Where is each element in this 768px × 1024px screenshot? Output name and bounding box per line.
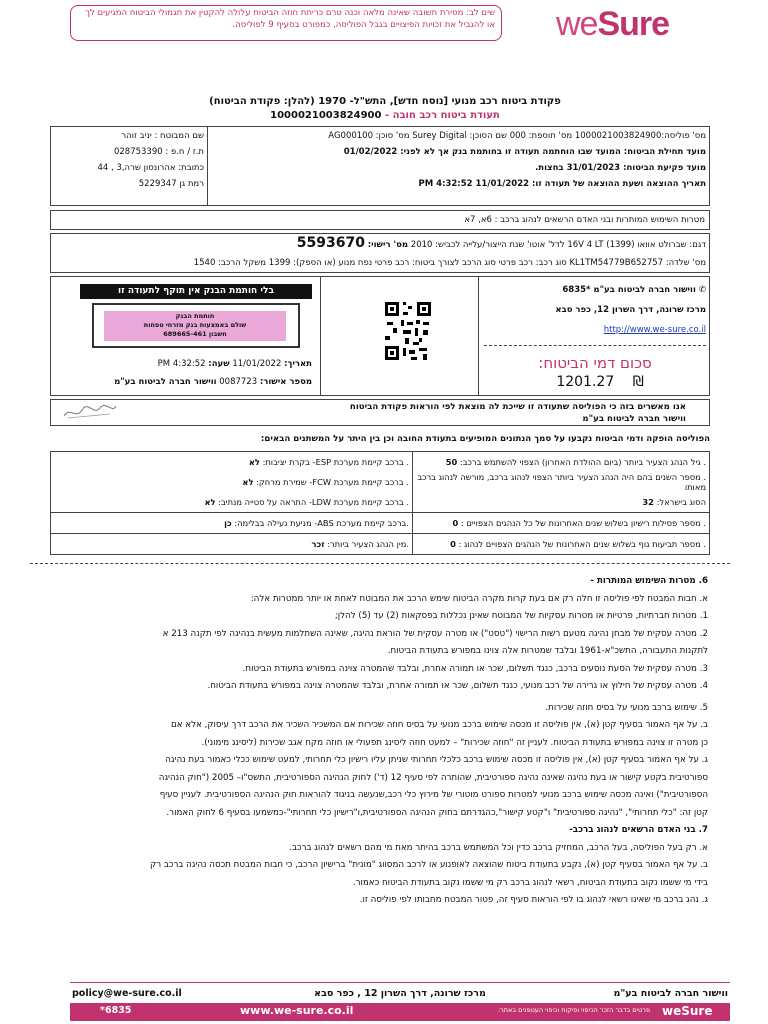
vehicle-model-row — [54, 235, 706, 253]
registration-label: מס' רישוי: — [367, 240, 409, 250]
bank-time-value: PM 4:32:52 — [157, 359, 206, 369]
vehicle-model: דגם: שברולט אוואו 16V 4 LT (1399) לדל' אוטו' שנת הייצור/עלייה לכביש: 2010 — [410, 240, 706, 250]
section-6-a2a: 2. מטרה עסקית של מבחן נהיגה מטעם רשות הרישוי ("טסט") או מטרה עסקית של הוראת נהיגה, שאינה השתלמות מעשית בנהיגה לפי תקנה 213 א — [162, 628, 708, 639]
phone-icon: ✆ — [698, 285, 706, 295]
insured-id: ת.ז / ח.פ : 028753390 — [113, 147, 204, 157]
approval-label: מספר אישור: — [259, 377, 312, 387]
certificate-number: 1000021003824900 — [270, 110, 382, 121]
registration-number: 5593670 — [296, 235, 365, 251]
company-address: מרכז שרונה, דרך השרון 12, כפר סבא — [555, 305, 706, 315]
bank-stamp-bank: שולם באמצעות בנק מזרחי טפחות — [143, 321, 247, 329]
section-6-a1: 1. מטרות חברתיות, פרטיות או מטרות עסקיות של המבוטח שאינן נכללות בפסקאות (2) עד (5) להלן; — [334, 611, 708, 621]
policy-issue-row: תאריך ההוצאה ושעת ההוצאה של תעודה זו: 11/01/2022 PM 4:32:52 — [418, 179, 706, 189]
section-6-b1: ב. על אף האמור בסעיף קטן (א), אין פוליסה זו מכסה שימוש ברכב מנועי על בסיס חוזה שכירות אם המשכיר השכיר את הרכב דרך עיסוק, אלא אם — [170, 720, 708, 730]
insured-details — [54, 128, 204, 192]
company-name-phone: ✆ ווישור חברה לביטוח בע"מ *6835 — [562, 285, 706, 295]
footer-strip-text: פרטים בדבר הזכר הכיסוי ופיקוח וכיפוי העטפנים באתר: — [497, 1006, 650, 1014]
parameters-row: . מספר השנים בהם היה הנהג הצעיר ביותר הצפוי לנהוג ברכב, מורשה לנהוג ברכב מאותו . ברכב קיימת מערכת FCW- שמירת מרחק: לא — [51, 472, 710, 492]
confirmation-line-1: אנו מאשרים בזה כי הפוליסה שתעודה זו שייכת לה מוצאת לפי הוראות פקודת הביטוח — [349, 402, 686, 412]
premium-value: 1201.27 — [556, 374, 615, 390]
footer-website[interactable]: www.we-sure.co.il — [240, 1004, 354, 1017]
section-6-c1: ג. על אף האמור בסעיף קטן (א), אין פוליסה זו מכסה שימוש ברכב כלכלי תחרותי שניתן עליו רישיון כלי תחרותי, למעט שימוש ככלי כאמור בעת נהיגה — [165, 755, 708, 765]
payment-divider-right — [478, 276, 479, 396]
section-7-title: 7. בני האדם הרשאים לנהוג ברכב- — [569, 825, 708, 835]
payment-divider-left — [320, 276, 321, 396]
document-title: פקודת ביטוח רכב מנועי [נוסח חדש], התש"ל- 1970 (להלן: פקודת הביטוח) — [209, 96, 561, 107]
footer-contact-row — [70, 986, 730, 1002]
section-6-a3: 3. מטרה עסקית של הסעת נוסעים ברכב, כנגד תשלום, שכר או תמורה אחרת, ובלבד שהמטרה צוינה במפורש בתעודת הביטוח. — [242, 663, 708, 674]
bank-stamp-warning: בלי חותמת הבנק אין תוקף לתעודה זו — [80, 284, 312, 299]
section-6-a4: 4. מטרה עסקית של חילוץ או גרירה של רכב מנועי, כנגד תשלום, שכר או תמורה אחרת, ובלבד שהמטרה צוינה במפורש בתעודת הביטוח. — [207, 681, 708, 691]
insured-address: כתובת: אהרונסון שרה,3 , 44 — [97, 163, 204, 173]
bank-stamp — [104, 311, 286, 341]
section-6-c4: קטן זה: "כלי תחרותי", "נהיגה ספורטיבית" ו"קטע קישור",כהגדרתם בחוק הנהיגה הספורטיבית,ו"רישיון כלי תחרותי"-כמשמעו בסעיף 6 לחוק האמור. — [166, 807, 708, 818]
footer-line — [70, 982, 730, 983]
parameters-row: . מספר פסילות רישיון בשלוש שנים האחרונות של כל הנהגים הצפויים : 0 .ברכב קיימת מערכת ABS- מניעת נעילה בבלימה: כן — [51, 513, 710, 534]
section-7-b1: ב. על אף האמור בסעיף קטן (א), נקבע בתעודת ביטוח שהוצאה לאופנוע או לרכב המסווג "מונית" ברישיון הרכב, כי חבות המבטח תכסה נהיגה ברכב רק — [150, 860, 708, 870]
confirmation-text — [130, 401, 686, 425]
policy-start-row: מועד תחילת הביטוח: המועד שבו הוחתמה תעודה זו בחותמת בנק אך לא לפני: 01/02/2022 — [343, 147, 706, 157]
footer-address: מרכז שרונה, דרך השרון 12 , כפר סבא — [314, 988, 486, 999]
wesure-logo: weSure — [556, 5, 670, 43]
section-7-c: ג. נהג ברכב מי שאינו רשאי לנהוג בו לפי הוראות סעיף זה, פטור המבטח מחבותו לפי פוליסה זו. — [359, 895, 708, 905]
policy-end-row: מועד פקיעת הביטוח: 31/01/2023 בחצות. — [535, 163, 706, 173]
certificate-title-label: תעודת ביטוח רכב חובה - — [384, 110, 500, 121]
insured-city: רמת גן 5229347 — [138, 179, 204, 189]
section-6-c3: הספורטיבית") ואינה מכסה שימוש ברכב מנועי למטרות ספורט מוטורי של מירוץ כלי רכב,שנעשה בניגוד להוראות חוק הנהיגה הספורטיבית. לעניין סעיף — [159, 790, 708, 800]
policy-number-row: מס' פוליסה:1000021003824900 מס' תוספת: 000 שם הסוכן: Surey Digital מס' סוכן: AG000100 — [328, 131, 706, 141]
section-7-a: א. רק בעל הפוליסה, בעל הרכב, המחזיק ברכב כדין וכל המשתמש ברכב בהיתר מאת מי מהם רשאים לנהוג ברכב. — [289, 842, 708, 853]
company-website-row — [484, 320, 706, 340]
footer-email[interactable]: policy@we-sure.co.il — [72, 988, 182, 999]
bank-stamp-account: חשבון 689665-461 — [163, 330, 227, 338]
section-6-title: 6. מטרות השימוש המותרות - — [590, 576, 708, 586]
parameters-row: הסוג בישראל: 32 . ברכב קיימת מערכת LDW- התראה על סטייה מנתיב: לא — [51, 492, 710, 513]
premium-divider — [484, 345, 706, 346]
footer-strip — [70, 1003, 730, 1021]
bank-date-value: 11/01/2022 — [232, 359, 282, 369]
premium-label: סכום דמי הביטוח: — [538, 354, 652, 372]
footer-phone: *6835 — [100, 1005, 132, 1016]
parameters-table — [50, 451, 710, 555]
vehicle-chassis-row: מס' שלדה: KL1TM54779B652757 סוג רכב: רכב פרטי סוג הרכב לצורך ביטוח: רכב פרטי נפח מנוע (או הספק): 1399 משקל הרכב: 1540 — [193, 258, 706, 268]
section-divider — [30, 563, 730, 564]
bank-date-label: תאריך: — [284, 359, 312, 369]
premium-amount — [530, 374, 670, 390]
currency-icon: ₪ — [632, 374, 644, 390]
section-6-a5: 5. שימוש ברכב מנועי על בסיס חוזה שכירות. — [545, 702, 708, 713]
section-6-b2: כן מטרה זו צוינה במפורש בתעודת הביטוח. לעניין זה "חוזה שכירות" – למעט חוזה ליסינג תפעולי או חוזה מקח אגב שכירות (ליסינג מימוני). — [201, 737, 708, 748]
bank-time-label: שעה: — [208, 359, 230, 369]
disclosure-notice: שים לב: מסירת תשובה שאינה מלאה וכנה טרם כריתת חוזה הביטוח עלולה להקטין את תגמולי הביטוח המגיעים לך או להגביל את זכויות הפיצויים בגבל הפוליסה, כמפורט בסעיף 9 לפוליסה. — [70, 5, 502, 41]
confirmation-line-2: ווישור חברה לביטוח בע"מ — [582, 414, 686, 424]
policy-details — [212, 128, 706, 192]
qr-code — [383, 298, 433, 364]
parameters-row: . מספר תביעות גוף בשלוש שנים האחרונות של הנהגים הצפויים לנהוג : 0 .מין הנהג הצעיר ביותר: זכר — [51, 534, 710, 555]
insured-name: שם המבוטח : יניב זוהר — [121, 131, 204, 141]
section-7-b2: בידי מי ששמו נקוב בתעודת הביטוח, רשאי לנהוג ברכב רק מי ששמו נקוב בתעודת הביטוח כאמור. — [352, 877, 708, 888]
permitted-use-row: מטרות השימוש המותרות ובני האדם הרשאים לנהוג ברכב : 6א, 7א — [50, 210, 710, 230]
certificate-title — [170, 110, 600, 121]
permitted-use-section — [42, 573, 708, 910]
bank-date-row — [62, 356, 312, 372]
signature — [60, 402, 120, 422]
policy-divider — [207, 126, 208, 206]
section-6-c2: ספורטיבית בקטע קישור או בעת נהיגה שאינה נהיגה ספורטיבית, שהותרה לפי סעיף 12 (ד') לחוק הנהיגה הספורטיבית, התשס"ו– 2005 ("חוק הנהיגה — [158, 772, 708, 783]
approval-company: ווישור חברה לביטוח בע"מ — [114, 377, 217, 387]
approval-value: 0087723 — [219, 377, 258, 387]
footer-logo: weSure — [662, 1004, 713, 1018]
section-6-a-intro: א. חבות המבטח לפי פוליסה זו חלה רק אם בעת קרות מקרה הביטוח שימש הרכב את המבוטח לאחת או יותר ממטרות אלה: — [250, 593, 708, 604]
company-info — [484, 280, 706, 340]
footer-company: ווישור חברה לביטוח בע"מ — [613, 988, 728, 999]
company-website-link[interactable]: http://www.we-sure.co.il — [603, 325, 706, 335]
bank-stamp-title: חותמת הבנק — [175, 312, 215, 320]
parameters-row: . גיל הנהג הצעיר ביותר (ביום ההולדת האחרון) הצפוי להשתמש ברכב: 50 . ברכב קיימת מערכת ESP- בקרת יציבות: לא — [51, 452, 710, 473]
bank-approval-row — [62, 374, 312, 390]
parameters-intro: הפוליסה הופקה ודמי הביטוח נקבעו על סמך הנתונים המופיעים בתעודת החובה וכן בין היתר על המשתנים הבאים: — [260, 434, 710, 444]
section-6-a2b: לתקנות התעבורה, התשכ"א-1961 ובלבד שמטרות אלה צוינו במפורש בתעודת הביטוח. — [387, 646, 708, 656]
